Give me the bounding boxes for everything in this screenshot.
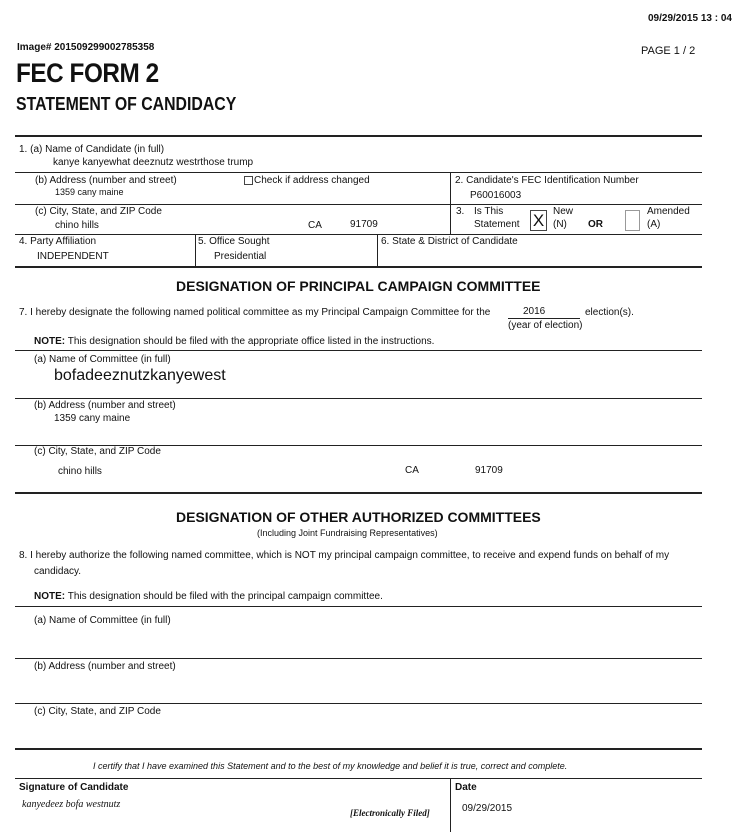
statement-label-line2: Statement [474, 219, 520, 230]
election-year: 2016 [523, 306, 546, 317]
committee-name-label: (a) Name of Committee (in full) [34, 354, 171, 365]
section-divider [15, 748, 702, 750]
date-label: Date [455, 782, 477, 793]
signature-label: Signature of Candidate [19, 782, 129, 793]
committee-name-value: bofadeeznutzkanyewest [54, 367, 226, 384]
new-statement-checkbox[interactable]: X [530, 210, 547, 231]
page-number: PAGE 1 / 2 [641, 45, 696, 57]
candidate-city-value: chino hills [55, 220, 99, 231]
other-name-label: (a) Name of Committee (in full) [34, 615, 171, 626]
new-label-line1: New [553, 206, 574, 217]
candidate-zip-value: 91709 [350, 219, 378, 230]
candidate-address-value: 1359 cany maine [55, 187, 124, 197]
committee-state-value: CA [405, 465, 419, 476]
electronically-filed-label: [Electronically Filed] [350, 808, 430, 818]
new-label-line2: (N) [553, 219, 567, 230]
committee-address-value: 1359 cany maine [54, 413, 131, 424]
other-note [34, 591, 383, 602]
date-value: 09/29/2015 [462, 803, 513, 814]
amended-statement-checkbox[interactable] [625, 210, 640, 231]
note-text: This designation should be filed with the principal campaign committee. [65, 591, 383, 602]
elections-suffix: election(s). [585, 307, 634, 318]
committee-address-label: (b) Address (number and street) [34, 400, 176, 411]
or-label: OR [588, 219, 603, 230]
candidate-state-value: CA [308, 220, 322, 231]
other-committees-heading: DESIGNATION OF OTHER AUTHORIZED COMMITTEES [176, 509, 541, 525]
principal-note [34, 336, 434, 347]
fec-id-label: 2. Candidate's FEC Identification Number [455, 175, 639, 186]
note-label: NOTE: [34, 336, 66, 347]
party-label: 4. Party Affiliation [19, 236, 97, 247]
other-address-label: (b) Address (number and street) [34, 661, 176, 672]
committee-city-label: (c) City, State, and ZIP Code [34, 446, 161, 457]
field-divider [15, 172, 702, 173]
office-value: Presidential [214, 251, 267, 262]
form-subtitle: STATEMENT OF CANDIDACY [16, 94, 237, 114]
fec-id-value: P60016003 [470, 190, 522, 201]
candidate-name-value: kanye kanyewhat deeznutz westrthose trump [53, 157, 254, 168]
principal-committee-heading: DESIGNATION OF PRINCIPAL CAMPAIGN COMMITTEE [176, 278, 541, 294]
committee-city-value: chino hills [58, 466, 102, 477]
address-changed-label: Check if address changed [254, 175, 370, 186]
authorize-text-line1: 8. I hereby authorize the following named committee, which is NOT my principal campaign committee, to receive and expend funds on behalf of my [19, 550, 670, 561]
section-divider [15, 492, 702, 494]
address-changed-checkbox[interactable] [244, 176, 253, 185]
section-divider [15, 135, 702, 137]
note-text: This designation should be filed with the appropriate office listed in the instructions. [65, 336, 435, 347]
amended-label-line2: (A) [647, 219, 661, 230]
committee-zip-value: 91709 [475, 465, 503, 476]
certification-text: I certify that I have examined this Statement and to the best of my knowledge and belief it is true, correct and complete. [93, 761, 568, 771]
other-city-label: (c) City, State, and ZIP Code [34, 706, 161, 717]
statement-label-line1: Is This [474, 206, 504, 217]
year-caption: (year of election) [508, 320, 583, 331]
note-label: NOTE: [34, 591, 66, 602]
image-number: Image# 201509299002785358 [17, 42, 155, 53]
other-committees-subheading: (Including Joint Fundraising Representatives) [257, 528, 438, 538]
amended-label-line1: Amended [647, 206, 690, 217]
candidate-address-label: (b) Address (number and street) [35, 175, 177, 186]
signature-value: kanyedeez bofa westnutz [22, 799, 121, 810]
statement-number: 3. [456, 206, 465, 217]
party-value: INDEPENDENT [37, 251, 109, 262]
authorize-text-line2: candidacy. [34, 566, 82, 577]
district-label: 6. State & District of Candidate [381, 236, 518, 247]
candidate-name-label: 1. (a) Name of Candidate (in full) [19, 144, 165, 155]
filing-timestamp: 09/29/2015 13 : 04 [648, 13, 732, 24]
section-divider [15, 266, 702, 268]
candidate-city-label: (c) City, State, and ZIP Code [35, 206, 162, 217]
office-label: 5. Office Sought [198, 236, 270, 247]
form-title: FEC FORM 2 [16, 58, 159, 88]
designate-text: 7. I hereby designate the following named political committee as my Principal Campaign Committee for the [19, 307, 491, 318]
